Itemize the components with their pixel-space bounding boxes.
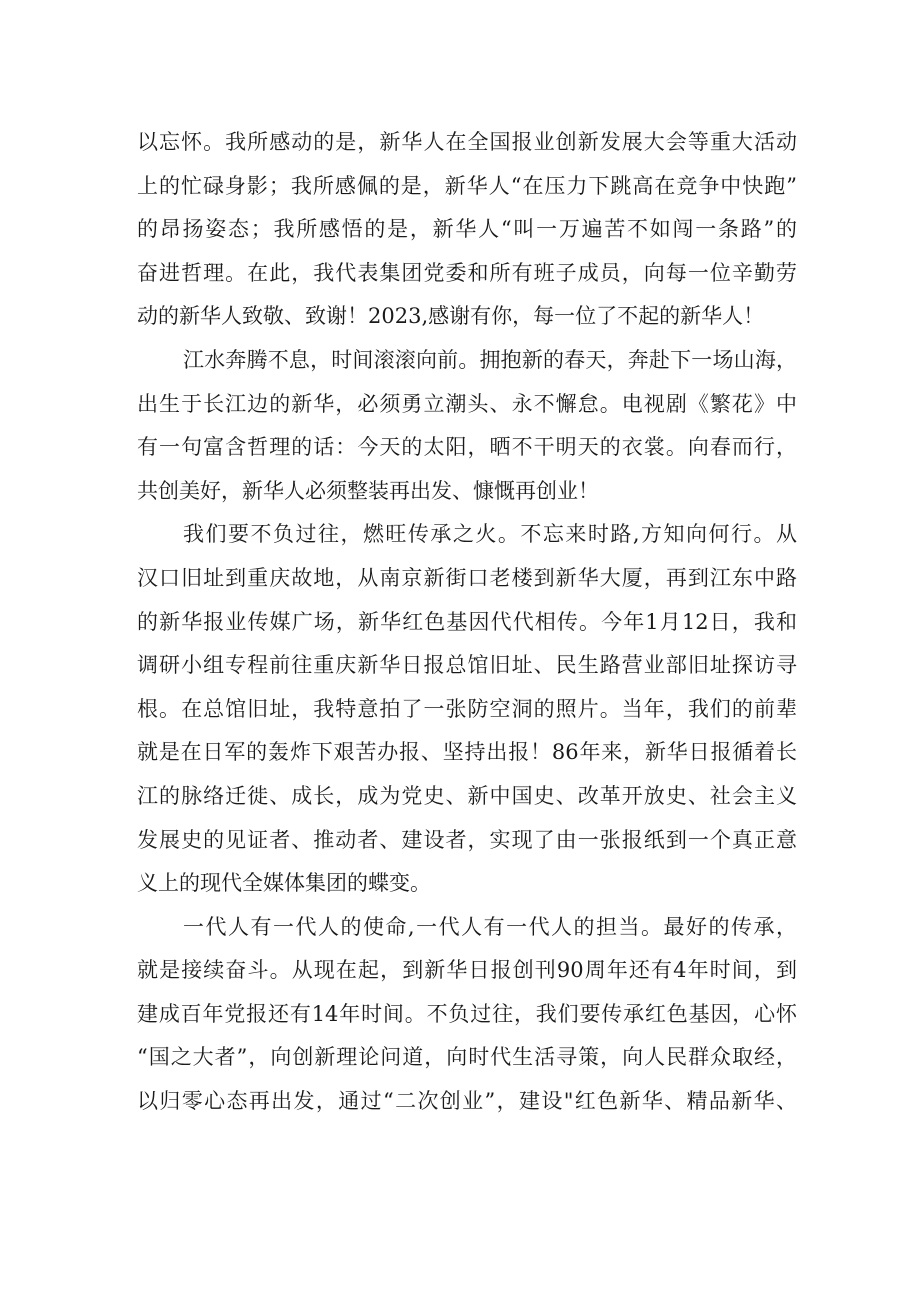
text-line: 汉口旧址到重庆故地，从南京新街口老楼到新华大厦，再到江东中路 xyxy=(137,565,797,590)
paragraph-3 xyxy=(137,513,797,905)
text-line: 奋进哲理。在此，我代表集团党委和所有班子成员，向每一位辛勤劳 xyxy=(137,260,797,285)
text-line: 就是接续奋斗。从现在起，到新华日报创刊90周年还有4年时间，到 xyxy=(137,958,797,983)
text-line: 以归零心态再出发，通过“二次创业”，建设"红色新华、精品新华、 xyxy=(137,1089,797,1114)
text-line: 共创美好，新华人必须整装再出发、慷慨再创业！ xyxy=(137,478,599,503)
text-line: 以忘怀。我所感动的是，新华人在全国报业创新发展大会等重大活动 xyxy=(137,130,797,154)
text-line: 就是在日军的轰炸下艰苦办报、坚持出报！86年来，新华日报循着长 xyxy=(137,740,797,765)
paragraph-4 xyxy=(137,906,797,1124)
text-line: 动的新华人致敬、致谢！2023,感谢有你，每一位了不起的新华人！ xyxy=(137,304,765,329)
text-line: 发展史的见证者、推动者、建设者，实现了由一张报纸到一个真正意 xyxy=(137,827,797,852)
paragraph-1 xyxy=(137,121,797,339)
text-line: 有一句富含哲理的话：今天的太阳，晒不干明天的衣裳。向春而行， xyxy=(137,435,797,460)
text-line: 调研小组专程前往重庆新华日报总馆旧址、民生路营业部旧址探访寻 xyxy=(137,653,797,678)
text-line: 的新华报业传媒广场，新华红色基因代代相传。今年1月12日，我和 xyxy=(137,609,797,634)
text-line: 上的忙碌身影；我所感佩的是，新华人“在压力下跳高在竞争中快跑” xyxy=(137,173,797,198)
text-line: 建成百年党报还有14年时间。不负过往，我们要传承红色基因，心怀 xyxy=(137,1001,797,1026)
text-line: 义上的现代全媒体集团的蝶变。 xyxy=(137,871,431,896)
text-line: “国之大者”，向创新理论问道，向时代生活寻策，向人民群众取经， xyxy=(137,1045,797,1070)
text-line: 的昂扬姿态；我所感悟的是，新华人“叫一万遍苦不如闯一条路”的 xyxy=(137,217,797,242)
text-line: 出生于长江边的新华，必须勇立潮头、永不懈怠。电视剧《繁花》中 xyxy=(137,391,797,416)
text-line: 我们要不负过往，燃旺传承之火。不忘来时路,方知向何行。从 xyxy=(183,522,797,547)
text-line: 一代人有一代人的使命,一代人有一代人的担当。最好的传承， xyxy=(183,914,797,939)
text-line: 江水奔腾不息，时间滚滚向前。拥抱新的春天，奔赴下一场山海， xyxy=(183,347,797,372)
paragraph-2 xyxy=(137,339,797,513)
text-line: 根。在总馆旧址，我特意拍了一张防空洞的照片。当年，我们的前辈 xyxy=(137,696,797,721)
document-body xyxy=(137,121,797,1124)
text-line: 江的脉络迁徙、成长，成为党史、新中国史、改革开放史、社会主义 xyxy=(137,783,797,808)
